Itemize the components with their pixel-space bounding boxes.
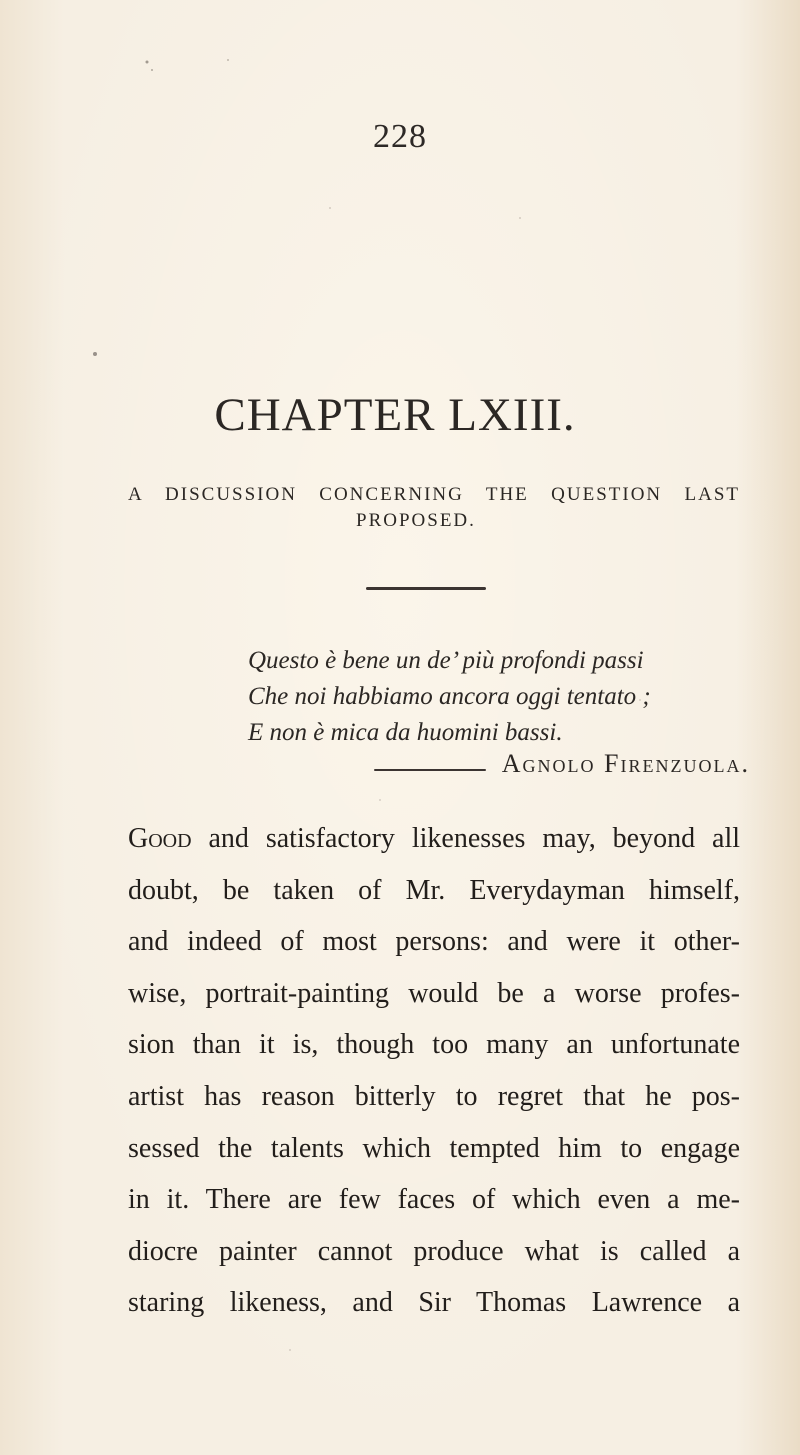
chapter-title: CHAPTER LXIII. [214,389,576,441]
divider-rule-bottom [374,769,486,771]
chapter-subtitle-line-2: PROPOSED. [356,510,476,531]
body-line: in it. There are few faces of which even a me- [128,1184,740,1216]
epigraph-line: E non è mica da huomini bassi. [248,719,563,746]
body-line: doubt, be taken of Mr. Everydayman himself, [128,874,740,906]
epigraph-attribution: Agnolo Firenzuola. [501,749,750,778]
drop-word: Good [128,823,192,854]
body-line: sessed the talents which tempted him to engage [128,1132,740,1164]
body-line: wise, portrait-painting would be a worse profes- [128,977,740,1009]
epigraph-line: Che noi habbiamo ancora oggi tentato ; [248,683,651,710]
chapter-subtitle-line-1: A DISCUSSION CONCERNING THE QUESTION LAST [128,484,740,505]
body-line: staring likeness, and Sir Thomas Lawrence a [128,1287,740,1319]
divider-rule-top [366,587,486,590]
body-line: sion than it is, though too many an unfortunate [128,1029,740,1061]
body-paragraph [128,813,740,1329]
body-line: diocre painter cannot produce what is called a [128,1235,740,1267]
epigraph [248,643,748,751]
page-number: 228 [373,118,427,155]
body-line: and indeed of most persons: and were it other- [128,926,740,958]
body-line [128,813,740,865]
body-line-text: and satisfactory likenesses may, beyond all [191,823,740,854]
body-line: artist has reason bitterly to regret that he pos- [128,1080,740,1112]
epigraph-line: Questo è bene un de’ più profondi passi [248,647,644,674]
